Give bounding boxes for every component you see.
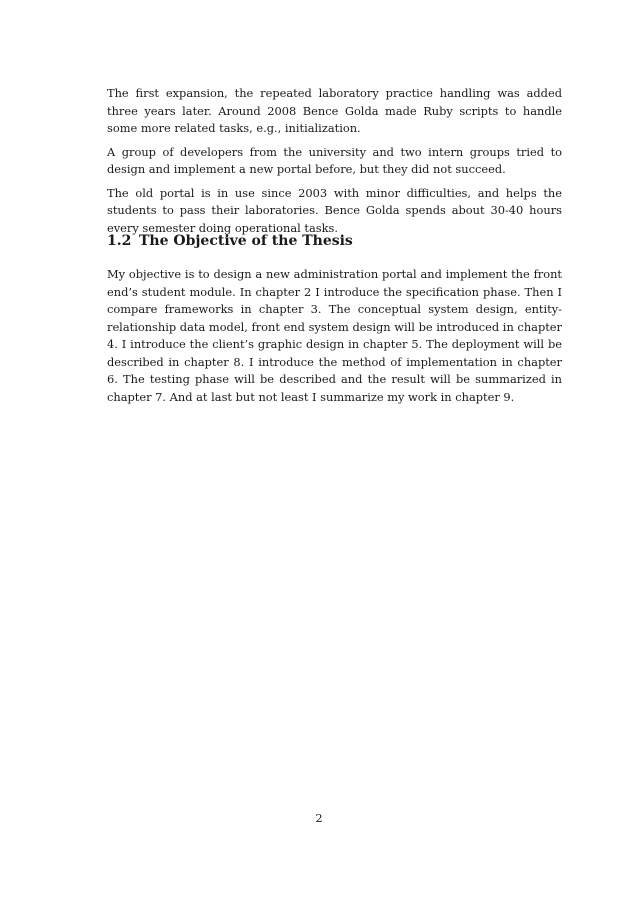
section-body [107, 266, 562, 412]
paragraph-developer-group: A group of developers from the university and two intern groups tried to design and implement a new portal before, but they did not succeed. [107, 144, 562, 176]
section-heading [107, 231, 353, 251]
intro-text [107, 85, 562, 243]
paragraph-objective: My objective is to design a new administration portal and implement the front end’s student module. In chapter 2 I introduce the specification phase. Then I compare frameworks in chapter 3. The conceptual system design, entity-relationship data model, front end system design will be introduced in chapter 4. I introduce the client’s graphic design in chapter 5. The deployment will be described in chapter 8. I introduce the method of implementation in chapter 6. The testing phase will be described and the result will be summarized in chapter 7. And at last but not least I summarize my work in chapter 9. [107, 267, 562, 404]
page-number: 2 [315, 811, 323, 825]
paragraph-first-expansion: The first expansion, the repeated laboratory practice handling was added three years later. Around 2008 Bence Golda made Ruby scripts to handle some more related tasks, e.g., initialization. [107, 86, 562, 135]
section-number: 1.2 [107, 233, 132, 249]
paragraph-old-portal: The old portal is in use since 2003 with minor difficulties, and helps the students to pass their laboratories. Bence Golda spends about 30-40 hours every semester doing operational tasks. [107, 185, 562, 235]
section-title: The Objective of the Thesis [139, 233, 353, 249]
